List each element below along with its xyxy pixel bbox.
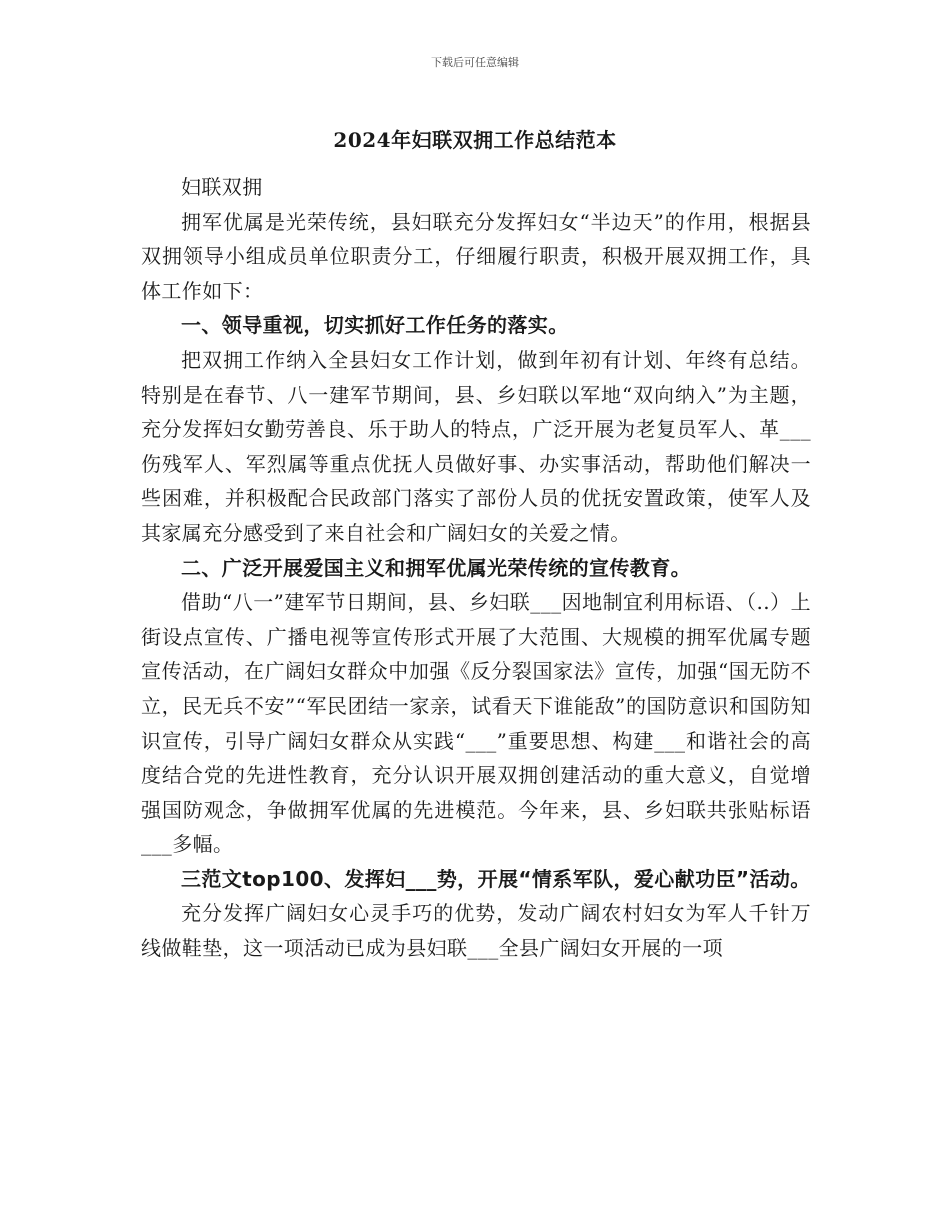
section-heading: 一、领导重视，切实抓好工作任务的落实。 bbox=[181, 313, 569, 338]
paragraph: 妇联双拥 bbox=[181, 175, 263, 199]
paragraph: 拥军优属是光荣传统，县妇联充分发挥妇女“半边天”的作用，根据县双拥领导小组成员单位职责分工，仔细履行职责，积极开展双拥工作，具体工作如下： bbox=[141, 209, 811, 303]
page-title: 2024年妇联双拥工作总结范本 bbox=[333, 128, 617, 152]
document-body bbox=[141, 170, 811, 966]
paragraph: 充分发挥广阔妇女心灵手巧的优势，发动广阔农村妇女为军人千针万线做鞋垫，这一项活动已成为县妇联___全县广阔妇女开展的一项 bbox=[141, 901, 811, 961]
paragraph: 借助“八一”建军节日期间，县、乡妇联___因地制宜利用标语、（..）上街设点宣传、广播电视等宣传形式开展了大范围、大规模的拥军优属专题宣传活动，在广阔妇女群众中加强《反分裂国家法》宣传，加强“国无防不立，民无兵不安”“军民团结一家亲，试看天下谁能敌”的国防意识和国防知识宣传，引导广阔妇女群众从实践“___”重要思想、构建___和谐社会的高度结合党的先进性教育，充分认识开展双拥创建活动的重大意义，自觉增强国防观念，争做拥军优属的先进模范。今年来，县、乡妇联共张贴标语___多幅。 bbox=[141, 590, 811, 857]
section-heading: 二、广泛开展爱国主义和拥军优属光荣传统的宣传教育。 bbox=[181, 555, 691, 580]
header-note: 下载后可任意编辑 bbox=[431, 56, 519, 69]
paragraph: 把双拥工作纳入全县妇女工作计划，做到年初有计划、年终有总结。特别是在春节、八一建军节期间，县、乡妇联以军地“双向纳入”为主题，充分发挥妇女勤劳善良、乐于助人的特点，广泛开展为老复员军人、革___伤残军人、军烈属等重点优抚人员做好事、办实事活动，帮助他们解决一些困难，并积极配合民政部门落实了部份人员的优抚安置政策，使军人及其家属充分感受到了来自社会和广阔妇女的关爱之情。 bbox=[141, 347, 811, 545]
section-heading: 三范文top100、发挥妇___势，开展“情系军队，爱心献功臣”活动。 bbox=[181, 866, 811, 891]
